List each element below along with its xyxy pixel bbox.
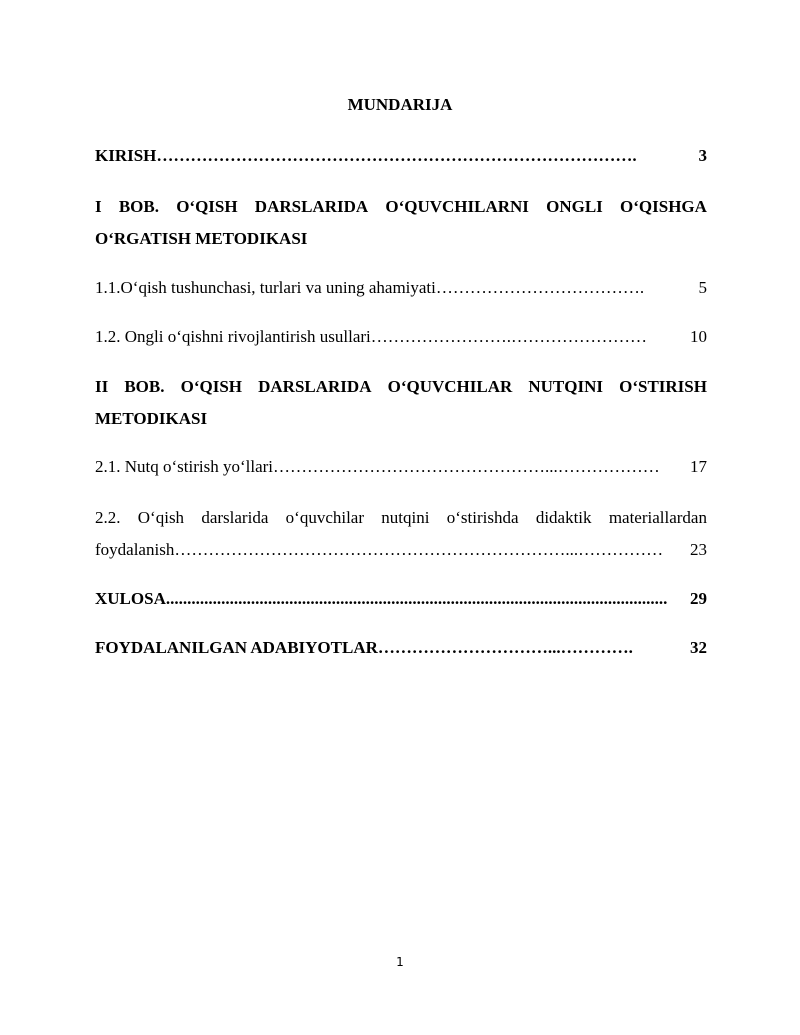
word: O‘QISH <box>176 197 238 216</box>
word: O‘STIRISH <box>619 377 707 396</box>
toc-leader-dots: …………………………...…………. <box>377 638 633 657</box>
toc-entry-label: 1.2. Ongli o‘qishni rivojlantirish usullari <box>95 327 371 346</box>
toc-page-number: 32 <box>690 638 707 657</box>
word: BOB. <box>124 377 165 396</box>
entry-2-2-line-1 <box>95 508 707 540</box>
toc-leader-dots: ...................................................................................................................... <box>165 589 668 608</box>
toc-leader-dots: …………………………………………………………………………. <box>156 146 637 165</box>
word: O‘qish <box>137 508 185 527</box>
toc-chapter-1 <box>95 197 707 261</box>
toc-entry-1-1 <box>95 278 707 298</box>
word: didaktik <box>535 508 592 527</box>
toc-entry-kirish <box>95 146 707 166</box>
toc-entry-label: 2.1. Nutq o‘stirish yo‘llari <box>95 457 274 476</box>
toc-entry-2-2 <box>95 508 707 560</box>
toc-entry-label: XULOSA <box>95 589 166 608</box>
toc-page-number: 3 <box>698 146 707 165</box>
word: II <box>95 377 109 396</box>
word: O‘QISHGA <box>620 197 707 216</box>
toc-entry-1-2 <box>95 327 707 347</box>
toc-entry-adabiyotlar <box>95 638 707 658</box>
chapter-1-line-2: O‘RGATISH METODIKASI <box>95 229 308 248</box>
toc-chapter-2 <box>95 377 707 441</box>
toc-entry-label: 1.1.O‘qish tushunchasi, turlari va uning ahamiyati <box>95 278 436 297</box>
word: DARSLARIDA <box>254 197 369 216</box>
page-number: 1 <box>396 955 404 969</box>
word: o‘stirishda <box>446 508 519 527</box>
toc-page-number: 10 <box>690 327 707 346</box>
word: I <box>95 197 102 216</box>
word: DARSLARIDA <box>258 377 372 396</box>
toc-entry-label: foydalanish <box>95 540 175 559</box>
toc-page-number: 29 <box>690 589 707 608</box>
toc-leader-dots: …………………….…………………… <box>370 327 648 346</box>
word: o‘quvchilar <box>285 508 365 527</box>
word: ONGLI <box>546 197 603 216</box>
toc-entry-xulosa <box>95 589 707 609</box>
entry-2-2-line-2 <box>95 540 707 560</box>
word: O‘QUVCHILAR <box>387 377 513 396</box>
toc-entry-label: KIRISH <box>95 146 157 165</box>
word: BOB. <box>118 197 159 216</box>
chapter-2-line-1 <box>95 377 707 409</box>
word: darslarida <box>201 508 269 527</box>
toc-page-number: 5 <box>698 278 707 297</box>
toc-leader-dots: ………………………………. <box>435 278 645 297</box>
toc-title: MUNDARIJA <box>347 95 453 114</box>
word: NUTQINI <box>528 377 603 396</box>
toc-leader-dots: …………………………………………...……………… <box>273 457 660 476</box>
word: materiallardan <box>608 508 707 527</box>
toc-page-number: 23 <box>690 540 707 559</box>
toc-leader-dots: ……………………………………………………………...…………… <box>174 540 664 559</box>
toc-entry-label: FOYDALANILGAN ADABIYOTLAR <box>95 638 378 657</box>
word: nutqini <box>381 508 430 527</box>
chapter-2-line-2: METODIKASI <box>95 409 208 428</box>
word: 2.2. <box>95 508 121 527</box>
toc-entry-2-1 <box>95 457 707 477</box>
chapter-1-line-1 <box>95 197 707 229</box>
word: O‘QISH <box>180 377 243 396</box>
toc-page-number: 17 <box>690 457 707 476</box>
word: O‘QUVCHILARNI <box>385 197 529 216</box>
